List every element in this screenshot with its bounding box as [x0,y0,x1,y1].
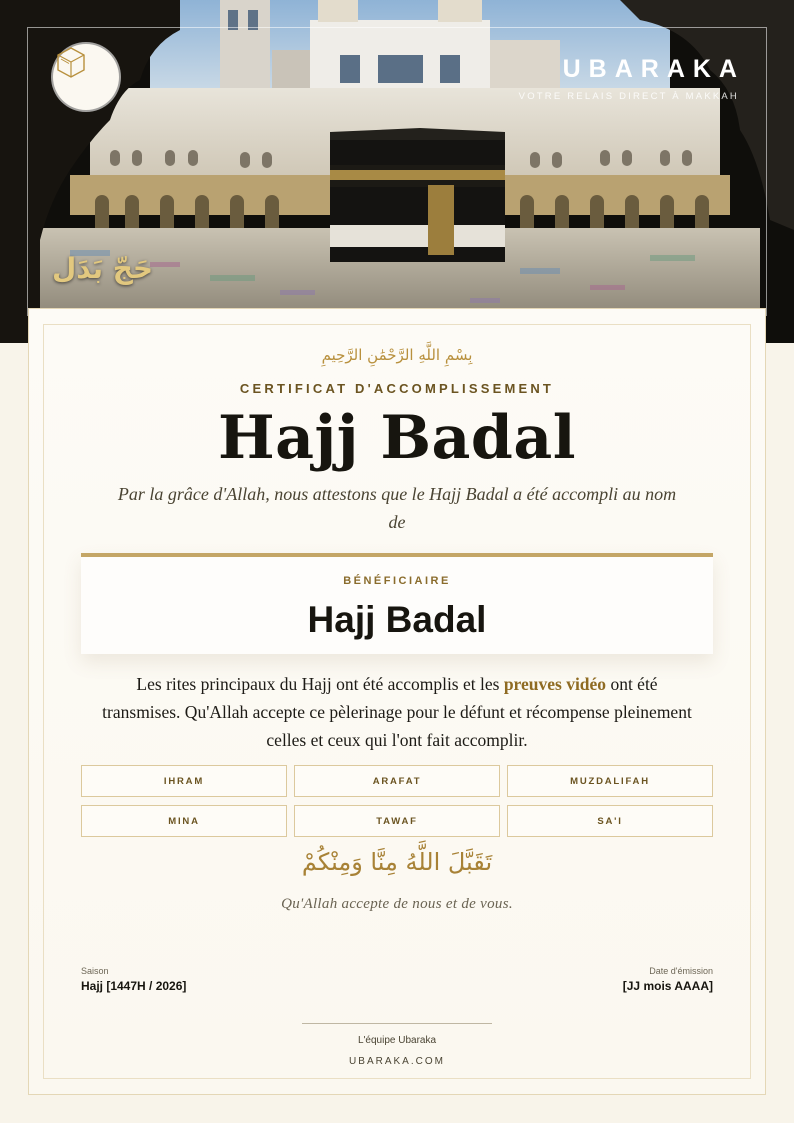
dua-translation: Qu'Allah accepte de nous et de vous. [281,896,513,912]
logo [53,44,119,110]
certificate-heading: CERTIFICAT D'ACCOMPLISSEMENT [239,381,555,396]
brand-name: UBARAKA [562,55,745,83]
beneficiary-label: BÉNÉFICIAIRE [343,575,451,587]
video-proof-highlight: preuves vidéo [503,674,607,694]
brand-tagline: VOTRE RELAIS DIRECT À MAKKAH [518,91,739,102]
dua-arabic: تَقَبَّلَ اللَّهُ مِنَّا وَمِنْكُمْ [301,848,493,876]
certificate-title: Hajj Badal [217,403,577,473]
brand [518,54,745,102]
hero-banner [0,0,794,343]
season-value: Hajj [1447H / 2026] [81,979,187,993]
season-block [81,966,186,993]
step-arafat: ARAFAT [294,765,500,797]
rites-statement [100,670,694,754]
signature-line [302,1023,492,1024]
issue-date-block [623,966,713,993]
website-link[interactable]: UBARAKA.COM [349,1056,445,1067]
beneficiary-name: Hajj Badal [307,599,487,640]
rites-text-start: Les rites principaux du Hajj ont été accomplis et les [136,674,504,694]
rites-text-end: ont été transmises. Qu'Allah accepte ce pèlerinage pour le défunt et récompense pleinement celles et ceux qui l'ont fait accomplir. [102,674,692,750]
season-label: Saison [81,966,109,976]
rites-grid [81,765,713,837]
step-muzdalifah: MUZDALIFAH [507,765,713,797]
step-mina: MINA [81,805,287,837]
step-ihram: IHRAM [81,765,287,797]
hajj-badal-arabic: حَجّ بَدَل [52,252,154,285]
signature-team: L'équipe Ubaraka [357,1035,437,1046]
basmala: بِسْمِ اللَّهِ الرَّحْمَٰنِ الرَّحِيمِ [321,346,473,364]
step-sai: SA'I [507,805,713,837]
beneficiary-box [81,553,713,654]
certificate-intro: Par la grâce d'Allah, nous attestons que le Hajj Badal a été accompli au nom de [117,484,677,532]
step-tawaf: TAWAF [294,805,500,837]
issue-date-value: [JJ mois AAAA] [622,979,713,993]
issue-date-label: Date d'émission [649,966,713,976]
kaaba-logo-icon [53,44,89,80]
